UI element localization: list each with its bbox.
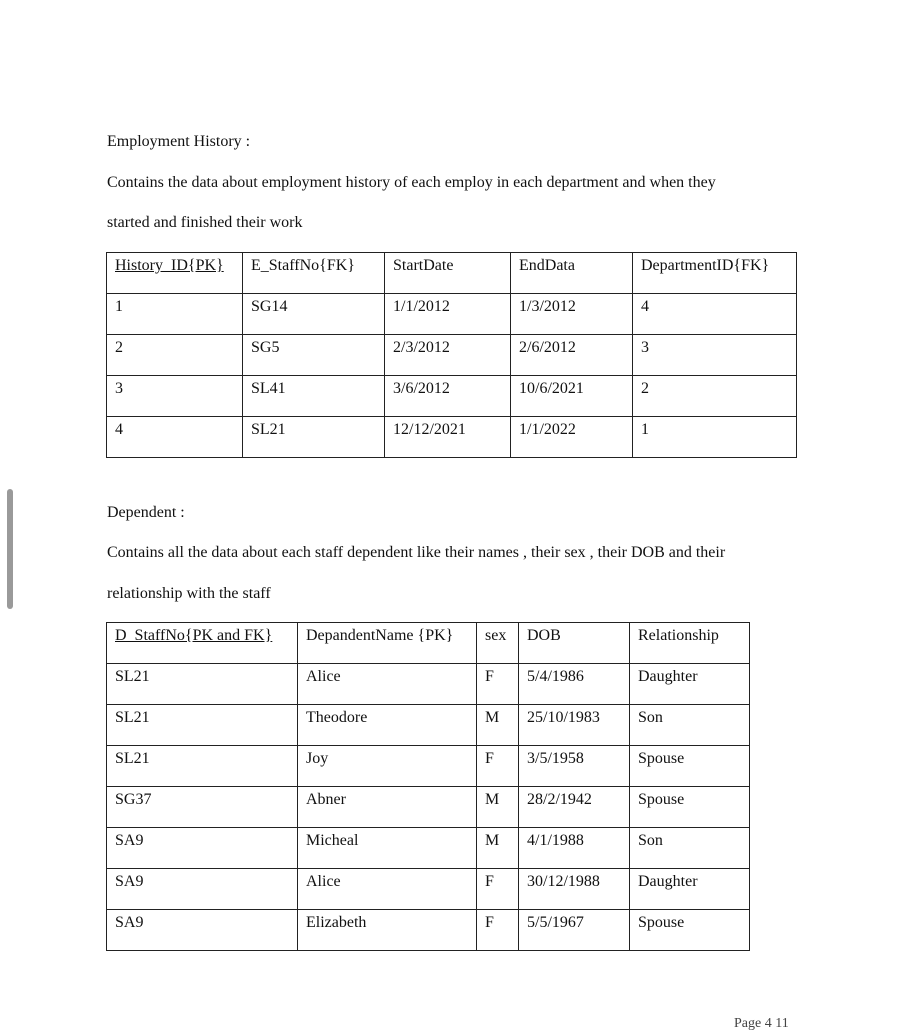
table-cell: 1/1/2012	[385, 294, 511, 335]
table-row	[107, 910, 750, 951]
header-cell	[385, 253, 511, 294]
table-cell: 30/12/1988	[519, 869, 630, 910]
table-cell: SL21	[243, 417, 385, 458]
table-cell: SL21	[107, 664, 298, 705]
history-id-header: History_ID{PK}	[115, 257, 224, 274]
table-row	[107, 828, 750, 869]
header-cell	[477, 623, 519, 664]
employment-history-table	[106, 252, 797, 458]
table-row	[107, 705, 750, 746]
header-cell	[107, 623, 298, 664]
table-row	[107, 664, 750, 705]
sex-header: sex	[485, 627, 507, 644]
header-cell	[630, 623, 750, 664]
table-cell: F	[477, 746, 519, 787]
table-cell: 28/2/1942	[519, 787, 630, 828]
relationship-header: Relationship	[638, 627, 719, 644]
table-cell: Daughter	[630, 869, 750, 910]
dob-header: DOB	[527, 627, 561, 644]
table-cell: M	[477, 828, 519, 869]
vertical-scrollbar[interactable]	[7, 489, 13, 609]
table-cell: 1/1/2022	[511, 417, 633, 458]
table-cell: 12/12/2021	[385, 417, 511, 458]
staffno-header: E_StaffNo{FK}	[251, 257, 355, 274]
table-cell: 2/3/2012	[385, 335, 511, 376]
table-cell: SL41	[243, 376, 385, 417]
table-cell: 5/4/1986	[519, 664, 630, 705]
table-cell: 3/5/1958	[519, 746, 630, 787]
table-cell: Elizabeth	[298, 910, 477, 951]
table-cell: Micheal	[298, 828, 477, 869]
table-cell: 25/10/1983	[519, 705, 630, 746]
table-cell: SA9	[107, 910, 298, 951]
table-cell: Son	[630, 705, 750, 746]
table-cell: SG37	[107, 787, 298, 828]
table-cell: Son	[630, 828, 750, 869]
table-cell: Spouse	[630, 787, 750, 828]
dependent-heading: Dependent :	[107, 504, 185, 521]
table-cell: 2	[107, 335, 243, 376]
table-row	[107, 417, 797, 458]
dependent-description-line2: relationship with the staff	[107, 585, 271, 602]
table-row	[107, 294, 797, 335]
table-header-row	[107, 623, 750, 664]
table-header-row	[107, 253, 797, 294]
departmentid-header: DepartmentID{FK}	[641, 257, 770, 274]
table-cell: SL21	[107, 746, 298, 787]
table-cell: 3/6/2012	[385, 376, 511, 417]
table-cell: F	[477, 910, 519, 951]
table-cell: Spouse	[630, 910, 750, 951]
table-cell: 4	[633, 294, 797, 335]
header-cell	[511, 253, 633, 294]
table-row	[107, 746, 750, 787]
table-cell: 3	[633, 335, 797, 376]
table-cell: M	[477, 705, 519, 746]
table-cell: SA9	[107, 828, 298, 869]
table-cell: Daughter	[630, 664, 750, 705]
table-cell: SA9	[107, 869, 298, 910]
dependent-description-line1: Contains all the data about each staff dependent like their names , their sex , their DOB and their	[107, 544, 726, 561]
table-cell: Alice	[298, 869, 477, 910]
table-cell: F	[477, 869, 519, 910]
table-cell: 5/5/1967	[519, 910, 630, 951]
table-cell: Spouse	[630, 746, 750, 787]
table-cell: SG14	[243, 294, 385, 335]
table-cell: 1	[107, 294, 243, 335]
table-cell: 2	[633, 376, 797, 417]
table-cell: 1	[633, 417, 797, 458]
table-row	[107, 335, 797, 376]
table-cell: M	[477, 787, 519, 828]
table-cell: 4/1/1988	[519, 828, 630, 869]
table-cell: Abner	[298, 787, 477, 828]
table-cell: Alice	[298, 664, 477, 705]
header-cell	[243, 253, 385, 294]
table-cell: 10/6/2021	[511, 376, 633, 417]
d-staffno-header: D_StaffNo{PK and FK}	[115, 627, 273, 644]
table-cell: Theodore	[298, 705, 477, 746]
table-row	[107, 376, 797, 417]
table-row	[107, 787, 750, 828]
page-number-footer: Page 4 11	[734, 1016, 789, 1031]
enddata-header: EndData	[519, 257, 575, 274]
startdate-header: StartDate	[393, 257, 454, 274]
table-cell: 3	[107, 376, 243, 417]
header-cell	[298, 623, 477, 664]
table-cell: SL21	[107, 705, 298, 746]
header-cell	[519, 623, 630, 664]
table-cell: Joy	[298, 746, 477, 787]
table-cell: F	[477, 664, 519, 705]
employment-history-description-line1: Contains the data about employment history of each employ in each department and when they	[107, 174, 716, 191]
table-cell: 4	[107, 417, 243, 458]
header-cell	[633, 253, 797, 294]
table-cell: 1/3/2012	[511, 294, 633, 335]
dependent-name-header: DepandentName {PK}	[306, 627, 454, 644]
table-cell: 2/6/2012	[511, 335, 633, 376]
employment-history-heading: Employment History :	[107, 133, 251, 150]
dependent-table	[106, 622, 750, 951]
header-cell	[107, 253, 243, 294]
employment-history-description-line2: started and finished their work	[107, 214, 303, 231]
table-row	[107, 869, 750, 910]
table-cell: SG5	[243, 335, 385, 376]
